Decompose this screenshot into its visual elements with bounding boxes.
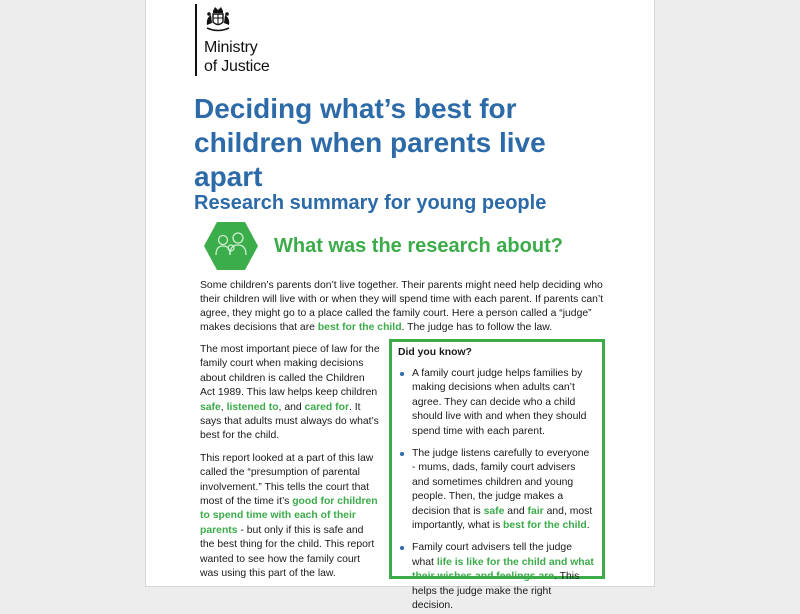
paragraph-text: - but only if this is safe and the best thing for the child. This report wanted to see how the family court was using this part of the law. [200, 524, 375, 580]
document-title: Deciding what’s best for children when parents live apart [194, 93, 546, 192]
paragraph-text: , and [278, 401, 305, 413]
paragraph-text: The most important piece of law for the family court when making decisions about children is called the Children Act 1989. This law helps keep children [200, 344, 380, 399]
paragraph-text: This report looked at a part of this law called the “presumption of parental involvement.” This tells the court that most of the time it’s [200, 452, 374, 508]
highlight-fair: fair [527, 505, 544, 517]
highlight-listened-to: listened to [226, 401, 279, 413]
list-text: and, most importantly, what is [412, 505, 593, 532]
intro-text-2: . The judge has to follow the law. [401, 322, 553, 333]
list-item: A family court judge helps families by making decisions when adults can’t agree. They can decide who a child should live with and when they should spend time with each parent. [398, 367, 594, 439]
family-group-icon [203, 221, 259, 271]
document-subtitle: Research summary for young people [194, 192, 547, 214]
list-text: Family court advisers tell the judge what [412, 542, 572, 568]
did-you-know-heading: Did you know? [398, 347, 472, 358]
royal-crest-icon [203, 4, 233, 34]
logo-line-1: Ministry [204, 39, 258, 56]
list-text: . [586, 520, 590, 532]
highlight-wishes-feelings: life is like for the child and what their wishes and feelings are [412, 556, 594, 583]
left-column [200, 343, 380, 590]
highlight-best-for-child: best for the child [503, 520, 587, 532]
paragraph-text: , [220, 401, 227, 413]
intro-paragraph [200, 279, 620, 335]
intro-highlight: best for the child [317, 322, 402, 333]
children-act-paragraph [200, 343, 380, 444]
highlight-cared-for: cared for [304, 401, 350, 413]
list-item [398, 541, 594, 613]
highlight-safe: safe [483, 505, 505, 517]
paragraph-text: . It says that adults must always do what’s best for the child. [200, 401, 379, 442]
section-heading: What was the research about? [274, 235, 563, 257]
intro-text-1: Some children’s parents don’t live together. Their parents might need help deciding who their children will live with or when they will spend time with each parent. If parents can’t agree, they might go to a place called the family court. Here a person called a “judge” makes decisions that are [200, 280, 604, 333]
did-you-know-box [389, 339, 605, 612]
list-text: . This helps the judge make the right decision. [412, 571, 580, 612]
logo-text [204, 38, 304, 76]
logo-line-2: of Justice [204, 58, 270, 75]
document-page [146, 0, 654, 612]
list-item [398, 447, 594, 533]
did-you-know-list [398, 367, 594, 614]
logo-rule [195, 4, 197, 76]
highlight-safe: safe [200, 401, 221, 413]
highlight-time-with-parents: good for children to spend time with each of their parents [200, 496, 378, 536]
list-text: The judge listens carefully to everyone - mums, dads, family court advisers and sometimes children and young people. Then, the judge makes a decision that is [412, 448, 590, 517]
report-paragraph [200, 452, 380, 582]
list-text: and [504, 505, 528, 517]
